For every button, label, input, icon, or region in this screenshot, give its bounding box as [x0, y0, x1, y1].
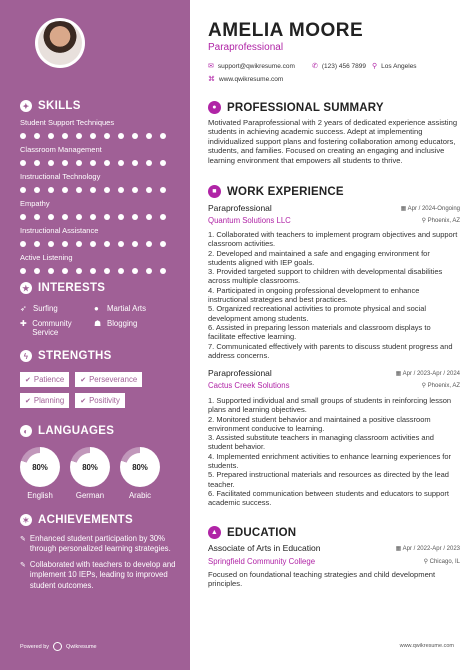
rating-dot	[20, 187, 26, 193]
rating-dot	[104, 187, 110, 193]
check-icon: ✔	[25, 376, 31, 384]
rating-dot	[118, 160, 124, 166]
language-progress-ring	[120, 447, 160, 487]
summary-heading: ● PROFESSIONAL SUMMARY	[208, 101, 384, 114]
rating-dot	[62, 268, 68, 274]
website[interactable]: ⌘ www.qwikresume.com	[208, 75, 284, 83]
rating-dot	[20, 160, 26, 166]
trophy-icon: ✶	[20, 514, 32, 526]
rating-dot	[76, 160, 82, 166]
rating-dot	[34, 268, 40, 274]
rating-dot	[76, 133, 82, 139]
rating-dot	[62, 160, 68, 166]
rating-dot	[62, 241, 68, 247]
strengths-section	[20, 350, 180, 408]
skill-item	[20, 118, 180, 139]
candidate-role: Paraprofessional	[208, 42, 284, 53]
rating-dot	[90, 160, 96, 166]
rating-dot	[62, 214, 68, 220]
rating-dot	[104, 241, 110, 247]
rating-dot	[34, 160, 40, 166]
degree: Associate of Arts in Education	[208, 543, 321, 553]
skill-item	[20, 172, 180, 193]
rating-dot	[48, 241, 54, 247]
interest-item: ☗ Blogging	[94, 319, 138, 328]
language-name: German	[75, 491, 105, 500]
skill-rating	[20, 160, 180, 166]
rating-dot	[20, 241, 26, 247]
graduation-cap-icon: ▲	[208, 526, 221, 539]
language-level: 80%	[126, 453, 154, 481]
language-progress-ring	[20, 447, 60, 487]
rating-dot	[132, 133, 138, 139]
job-location: ⚲ Phoenix, AZ	[421, 218, 460, 224]
skill-item	[20, 145, 180, 166]
education-location: ⚲ Chicago, IL	[423, 559, 460, 565]
rating-dot	[34, 133, 40, 139]
list-item: 5. Prepared instructional materials and resources as directed by the lead teacher.	[208, 470, 449, 489]
briefcase-icon: ■	[208, 185, 221, 198]
rating-dot	[48, 214, 54, 220]
rating-dot	[132, 241, 138, 247]
martial-arts-icon: ●	[94, 304, 99, 313]
interest-item: ✚ Community Service	[20, 319, 72, 337]
strength-tag: ✔ Planning	[20, 393, 69, 408]
language-name: Arabic	[128, 491, 152, 500]
list-item: 2. Developed and maintained a safe and engaging environment for students aligned with IEP goals.	[208, 248, 430, 267]
community-icon: ✚	[20, 319, 27, 328]
interest-item: ➶ Surfing	[20, 304, 58, 313]
list-item: 3. Provided targeted support to children with developmental disabilities across multiple classrooms.	[208, 267, 443, 286]
rating-dot	[146, 268, 152, 274]
achievements-title: ACHIEVEMENTS	[38, 514, 133, 526]
skill-label: Classroom Management	[20, 145, 102, 154]
list-item: 4. Implemented enrichment activities to enhance learning experiences for students.	[208, 451, 452, 471]
rating-dot	[146, 187, 152, 193]
rating-dot	[104, 160, 110, 166]
skill-rating	[20, 187, 180, 193]
language-level: 80%	[76, 453, 104, 481]
bolt-icon: ϟ	[20, 350, 32, 362]
skill-label: Active Listening	[20, 253, 73, 262]
rating-dot	[90, 187, 96, 193]
rating-dot	[118, 214, 124, 220]
rating-dot	[118, 268, 124, 274]
rating-dot	[160, 214, 166, 220]
link-icon: ⌘	[208, 76, 215, 83]
phone-icon: ✆	[312, 63, 318, 70]
skills-section	[20, 100, 180, 274]
footer-brand: Powered by Qwikresume	[20, 643, 97, 650]
rating-dot	[104, 268, 110, 274]
languages-title: LANGUAGES	[38, 425, 115, 437]
strength-tag: ✔ Positivity	[75, 393, 125, 408]
rating-dot	[118, 187, 124, 193]
job-date: ▦ Apr / 2024-Ongoing	[400, 206, 460, 212]
footer-site[interactable]: www.qwikresume.com	[399, 643, 454, 649]
surf-icon: ➶	[20, 304, 27, 313]
check-icon: ✔	[25, 397, 31, 405]
list-item: 6. Assisted in preparing lesson materials and classroom displays to facilitate effective learning.	[208, 322, 431, 342]
rating-dot	[62, 187, 68, 193]
skill-label: Empathy	[20, 199, 50, 208]
skill-rating	[20, 268, 180, 274]
rating-dot	[90, 214, 96, 220]
profile-photo	[35, 18, 85, 68]
job-company: Cactus Creek Solutions	[208, 381, 290, 390]
check-icon: ✔	[80, 397, 87, 405]
location-pin-icon: ⚲	[372, 63, 378, 70]
rating-dot	[76, 187, 82, 193]
rating-dot	[90, 268, 96, 274]
job-location: ⚲ Phoenix, AZ	[421, 383, 460, 389]
education-heading: ▲ EDUCATION	[208, 526, 296, 539]
rating-dot	[160, 160, 166, 166]
rating-dot	[48, 160, 54, 166]
education-date: ▦ Apr / 2022-Apr / 2023	[395, 546, 460, 552]
skill-rating	[20, 214, 180, 220]
list-item: 7. Communicated effectively with parents to discuss student progress and address concerns.	[208, 341, 453, 360]
check-icon: ✔	[80, 376, 87, 384]
rating-dot	[34, 214, 40, 220]
rating-dot	[160, 241, 166, 247]
rating-dot	[20, 133, 26, 139]
strength-tag: ✔ Patience	[20, 372, 69, 387]
achievement-item: ✎ Enhanced student participation by 30% through personalized learning strategies.	[20, 534, 171, 554]
job-title: Paraprofessional	[208, 368, 272, 378]
school: Springfield Community College	[208, 557, 316, 566]
rating-dot	[146, 241, 152, 247]
pin-icon: ⚲	[421, 383, 428, 389]
education-text: Focused on foundational teaching strategies and child development principles.	[208, 570, 436, 589]
calendar-icon: ▦	[400, 206, 408, 212]
summary-text: Motivated Paraprofessional with 2 years of dedicated experience assisting students in achieving academic success. Adept at implementing individualized support plans and fostering collaboration among educators, students, and families. Focused on creating an engaging and inclusive learning environment that empowers all students to thrive.	[208, 118, 458, 165]
job-bullets	[208, 230, 460, 360]
location: ⚲ Los Angeles	[372, 62, 417, 70]
language-name: English	[27, 491, 53, 500]
calendar-icon: ▦	[395, 546, 403, 552]
rating-dot	[76, 268, 82, 274]
job-bullets	[208, 396, 460, 508]
calendar-icon: ▦	[395, 371, 403, 377]
star-icon: ★	[20, 282, 32, 294]
email[interactable]: ✉ support@qwikresume.com	[208, 62, 295, 70]
rating-dot	[160, 133, 166, 139]
job-title: Paraprofessional	[208, 203, 272, 213]
language-item	[20, 447, 60, 500]
list-item: 6. Facilitated communication between students and educators to support academic success.	[208, 488, 449, 508]
rating-dot	[132, 187, 138, 193]
rating-dot	[90, 241, 96, 247]
rating-dot	[104, 133, 110, 139]
rating-dot	[34, 241, 40, 247]
rating-dot	[20, 268, 26, 274]
rating-dot	[76, 241, 82, 247]
lightbulb-icon: ✦	[20, 100, 32, 112]
strengths-title: STRENGTHS	[38, 350, 112, 362]
rating-dot	[160, 187, 166, 193]
list-item: 1. Supported individual and small groups of students in reinforcing lesson plans and learning objectives.	[208, 396, 452, 415]
skill-rating	[20, 241, 180, 247]
sidebar	[0, 0, 190, 670]
skill-rating	[20, 133, 180, 139]
person-icon: ●	[208, 101, 221, 114]
rating-dot	[76, 214, 82, 220]
rating-dot	[146, 214, 152, 220]
pin-icon: ⚲	[423, 559, 430, 565]
job-company: Quantum Solutions LLC	[208, 216, 291, 225]
rating-dot	[146, 160, 152, 166]
language-progress-ring	[70, 447, 110, 487]
rating-dot	[62, 133, 68, 139]
languages-section	[20, 425, 180, 500]
rating-dot	[104, 214, 110, 220]
rating-dot	[118, 241, 124, 247]
interests-title: INTERESTS	[38, 282, 106, 294]
rating-dot	[160, 268, 166, 274]
rating-dot	[20, 214, 26, 220]
list-item: 2. Monitored student behavior and maintained a positive classroom environment conducive to learning.	[208, 414, 431, 433]
globe-icon: ◐	[20, 425, 32, 437]
experience-heading: ■ WORK EXPERIENCE	[208, 185, 344, 198]
rating-dot	[118, 133, 124, 139]
rating-dot	[48, 187, 54, 193]
rating-dot	[34, 187, 40, 193]
list-item: 4. Participated in ongoing professional development to enhance instructional strategies and best practices.	[208, 285, 420, 305]
list-item: 1. Collaborated with teachers to implement program objectives and support classroom activities.	[208, 230, 458, 249]
skill-item	[20, 253, 180, 274]
pencil-icon: ✎	[20, 562, 26, 570]
pin-icon: ⚲	[421, 218, 428, 224]
skill-item	[20, 226, 180, 247]
language-level: 80%	[26, 453, 54, 481]
rating-dot	[132, 160, 138, 166]
achievements-section	[20, 514, 180, 597]
skill-label: Instructional Assistance	[20, 226, 99, 235]
rating-dot	[48, 268, 54, 274]
qwikresume-logo-icon	[53, 642, 62, 651]
candidate-name: AMELIA MOORE	[208, 20, 364, 41]
pencil-icon: ✎	[20, 536, 26, 543]
language-item	[70, 447, 110, 500]
list-item: 5. Organized recreational activities to promote physical and social development among students.	[208, 304, 427, 323]
skill-item	[20, 199, 180, 220]
interest-item: ● Martial Arts	[94, 304, 146, 313]
phone: ✆ (123) 456 7899	[312, 62, 366, 70]
skills-title: SKILLS	[38, 100, 81, 112]
rating-dot	[132, 214, 138, 220]
rating-dot	[48, 133, 54, 139]
skill-label: Instructional Technology	[20, 172, 101, 181]
strength-tag: ✔ Perseverance	[75, 372, 142, 387]
rating-dot	[90, 133, 96, 139]
mail-icon: ✉	[208, 63, 214, 70]
list-item: 3. Assisted substitute teachers in managing classroom activities and student behavior.	[208, 433, 434, 452]
interests-section	[20, 282, 180, 337]
skill-label: Student Support Techniques	[20, 118, 115, 127]
job-date: ▦ Apr / 2023-Apr / 2024	[395, 371, 460, 377]
language-item	[120, 447, 160, 500]
rating-dot	[146, 133, 152, 139]
achievement-item: ✎ Collaborated with teachers to develop and implement 10 IEPs, leading to improved student outcomes.	[20, 560, 176, 590]
rating-dot	[132, 268, 138, 274]
blog-icon: ☗	[94, 319, 102, 328]
